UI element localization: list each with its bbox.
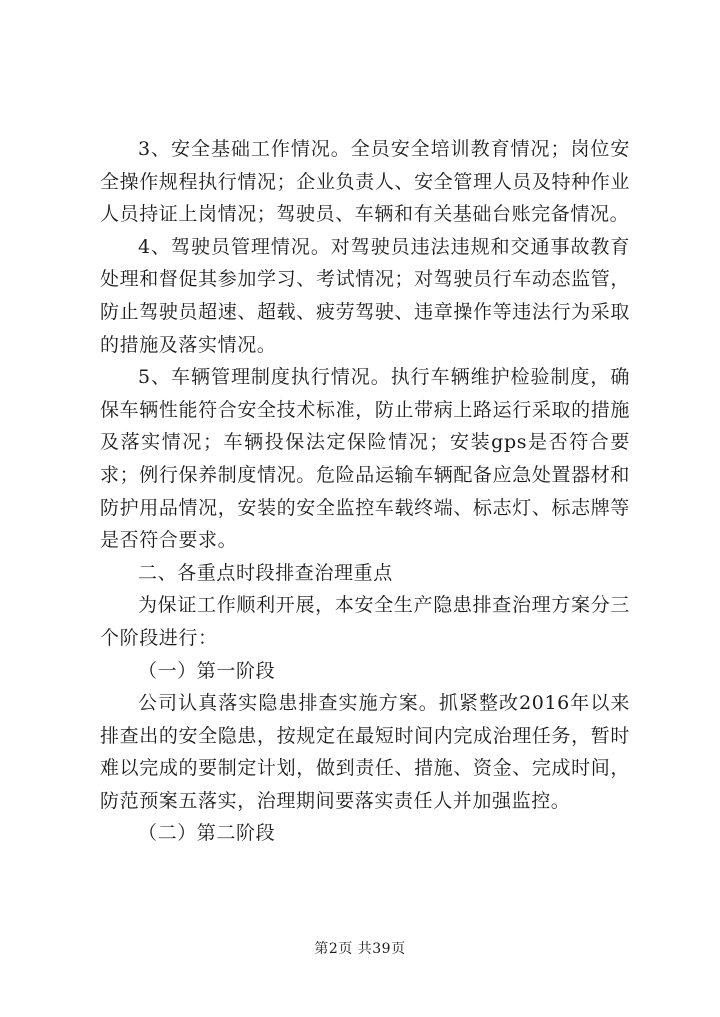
paragraph-three-stages: 为保证工作顺利开展，本安全生产隐患排查治理方案分三个阶段进行： (100, 594, 630, 649)
section-heading-key-periods: 二、各重点时段排查治理重点 (138, 561, 393, 584)
page-number-footer: 第2页 共39页 (314, 941, 406, 957)
paragraph-safety-basics: 3、安全基础工作情况。全员安全培训教育情况；岗位安全操作规程执行情况；企业负责人、安全管理人员及特种作业人员持证上岗情况；驾驶员、车辆和有关基础台账完备情况。 (100, 138, 630, 226)
paragraph-vehicle-management: 5、车辆管理制度执行情况。执行车辆维护检验制度，确保车辆性能符合安全技术标准，防止带病上路运行采取的措施及落实情况；车辆投保法定保险情况；安装gps是否符合要求；例行保养制度情况。危险品运输车辆配备应急处置器材和防护用品情况，安装的安全监控车载终端、标志灯、标志牌等是否符合要求。 (100, 366, 630, 552)
subheading-stage-one: （一）第一阶段 (138, 659, 276, 682)
subheading-stage-two: （二）第二阶段 (138, 822, 276, 845)
paragraph-driver-management: 4、驾驶员管理情况。对驾驶员违法违规和交通事故教育处理和督促其参加学习、考试情况；对驾驶员行车动态监管，防止驾驶员超速、超载、疲劳驾驶、违章操作等违法行为采取的措施及落实情况。 (100, 235, 630, 356)
document-body (100, 133, 630, 850)
paragraph-stage-one: 公司认真落实隐患排查实施方案。抓紧整改2016年以来排查出的安全隐患，按规定在最短时间内完成治理任务，暂时难以完成的要制定计划，做到责任、措施、资金、完成时间，防范预案五落实，治理期间要落实责任人并加强监控。 (100, 692, 630, 812)
